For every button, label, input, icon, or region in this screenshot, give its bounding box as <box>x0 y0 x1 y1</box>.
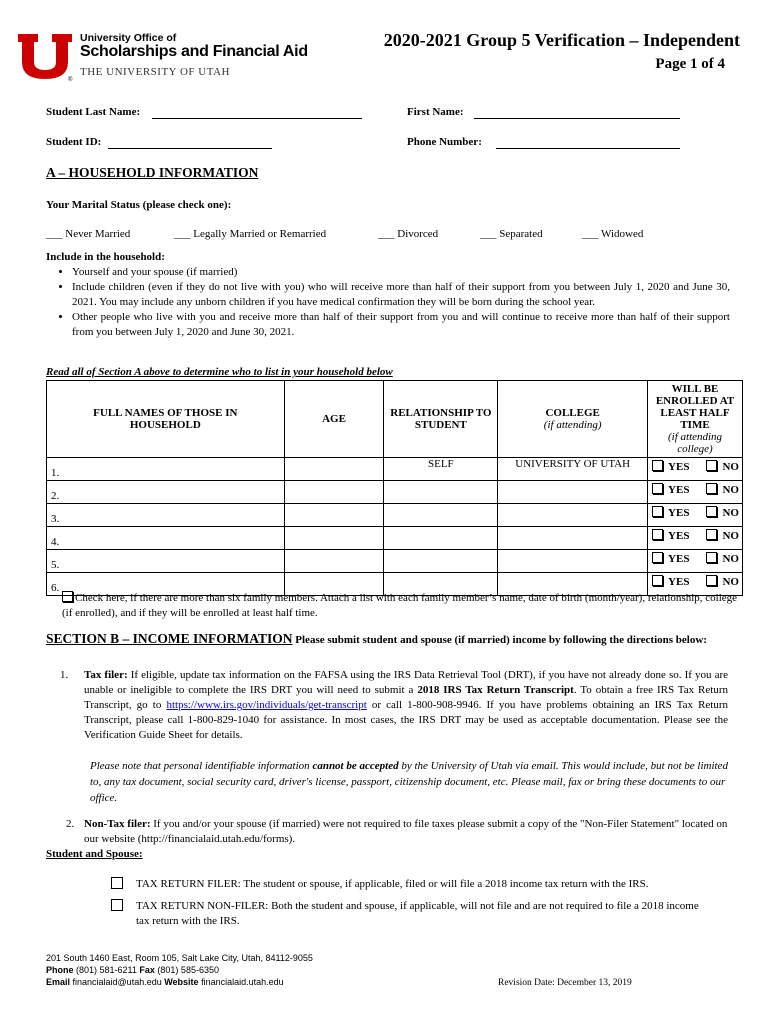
yes-label: YES <box>668 553 690 565</box>
col-header-names: FULL NAMES OF THOSE IN HOUSEHOLD <box>47 381 285 458</box>
item2-number: 2. <box>66 818 75 830</box>
row-number: 1. <box>51 467 60 479</box>
yes-label: YES <box>668 484 690 496</box>
item1-transcript: 2018 IRS Tax Return Transcript <box>417 684 574 696</box>
more-members-text: Check here, if there are more than six family members. Attach a list with each family member’s name, date of birth (month/year), relationship, college (if enrolled), and if they will be enrolled at least half time. <box>62 592 738 619</box>
relationship-cell[interactable] <box>384 550 498 573</box>
table-row <box>47 550 743 573</box>
yes-label: YES <box>668 507 690 519</box>
yes-option[interactable] <box>652 553 689 565</box>
item1-text-b: . To obtain a free IRS Tax Return Transcript, go to <box>84 684 728 711</box>
no-checkbox[interactable] <box>706 483 717 494</box>
footer-email-line <box>46 976 313 988</box>
section-b-intro: Please submit student and spouse (if married) income by following the directions below: <box>292 634 707 646</box>
yes-option[interactable] <box>652 530 689 542</box>
col-header-enrolled <box>648 381 743 458</box>
page-number: Page 1 of 4 <box>655 56 725 72</box>
no-option[interactable] <box>706 507 739 519</box>
no-label: NO <box>722 576 739 588</box>
row-number: 4. <box>51 536 60 548</box>
more-members-checkbox[interactable] <box>62 591 73 602</box>
enrolled-cell <box>648 458 743 481</box>
read-note: Read all of Section A above to determine who to list in your household below <box>46 366 393 378</box>
college-cell[interactable] <box>498 504 648 527</box>
college-cell[interactable] <box>498 550 648 573</box>
household-name-cell[interactable] <box>47 504 285 527</box>
footer-website-label: Website <box>164 977 199 987</box>
registered-mark: ® <box>68 77 73 83</box>
non-filer-checkbox[interactable] <box>111 899 123 911</box>
no-checkbox[interactable] <box>706 506 717 517</box>
item2-label: Non-Tax filer: <box>84 818 151 830</box>
phone-label: Phone Number: <box>407 136 482 148</box>
table-header-row <box>47 381 743 458</box>
table-row <box>47 458 743 481</box>
marital-status-prompt: Your Marital Status (please check one): <box>46 199 232 211</box>
yes-label: YES <box>668 461 690 473</box>
table-row <box>47 527 743 550</box>
no-checkbox[interactable] <box>706 575 717 586</box>
college-cell[interactable]: UNIVERSITY OF UTAH <box>498 458 648 481</box>
yes-label: YES <box>668 530 690 542</box>
include-bullet: • Other people who live with you and receive more than half of their support from you and will continue to receive more than half of their support from you between July 1, 2020 and June 30, 2021. <box>72 310 730 340</box>
yes-checkbox[interactable] <box>652 529 663 540</box>
footer-website[interactable]: financialaid.utah.edu <box>198 977 284 987</box>
yes-checkbox[interactable] <box>652 460 663 471</box>
phone-field[interactable] <box>496 148 680 149</box>
item2-text: If you and/or your spouse (if married) were not required to file taxes please submit a copy of the "Non-Filer Statement" located on our website (http://financialaid.utah.edu/forms). <box>84 818 728 845</box>
col-header-enrolled-label: WILL BE ENROLLED AT LEAST HALF TIME <box>655 383 735 431</box>
yes-checkbox[interactable] <box>652 483 663 494</box>
no-label: NO <box>722 507 739 519</box>
no-option[interactable] <box>706 484 739 496</box>
last-name-field[interactable] <box>152 118 362 119</box>
col-header-college-label: COLLEGE <box>545 407 600 419</box>
no-option[interactable] <box>706 553 739 565</box>
footer-email-label: Email <box>46 977 71 987</box>
item1-number: 1. <box>60 669 69 681</box>
col-header-age: AGE <box>284 381 384 458</box>
household-name-cell[interactable] <box>47 458 285 481</box>
footer-phone-line <box>46 964 313 976</box>
yes-checkbox[interactable] <box>652 552 663 563</box>
no-label: NO <box>722 530 739 542</box>
relationship-cell[interactable] <box>384 527 498 550</box>
yes-option[interactable] <box>652 507 689 519</box>
household-table <box>46 380 743 596</box>
tax-filer-text: TAX RETURN FILER: The student or spouse, if applicable, filed or will file a 2018 income tax return with the IRS. <box>136 878 649 890</box>
logo-office-line2: Scholarships and Financial Aid <box>80 43 308 60</box>
marital-option-divorced[interactable]: ___ Divorced <box>378 228 439 240</box>
yes-option[interactable] <box>652 576 689 588</box>
no-label: NO <box>722 553 739 565</box>
student-id-field[interactable] <box>108 148 272 149</box>
section-b-header <box>46 631 730 648</box>
table-row <box>47 504 743 527</box>
no-label: NO <box>722 461 739 473</box>
more-members-note <box>62 591 742 621</box>
college-cell[interactable] <box>498 481 648 504</box>
col-header-enrolled-sub: (if attending college) <box>667 431 723 455</box>
relationship-cell[interactable] <box>384 504 498 527</box>
include-heading: Include in the household: <box>46 251 165 263</box>
marital-option-widowed[interactable]: ___ Widowed <box>582 228 644 240</box>
include-bullet: • Yourself and your spouse (if married) <box>72 265 730 280</box>
section-b-title: SECTION B – INCOME INFORMATION <box>46 631 293 646</box>
relationship-cell[interactable] <box>384 481 498 504</box>
enrolled-cell <box>648 527 743 550</box>
college-cell[interactable] <box>498 527 648 550</box>
last-name-label: Student Last Name: <box>46 106 141 118</box>
footer-phone: (801) 581-6211 <box>73 965 140 975</box>
revision-date: Revision Date: December 13, 2019 <box>498 978 632 988</box>
item1-paragraph <box>84 668 728 743</box>
student-id-label: Student ID: <box>46 136 102 148</box>
form-title: 2020-2021 Group 5 Verification – Independent <box>383 30 740 50</box>
col-header-college <box>498 381 648 458</box>
col-header-college-sub: (if attending) <box>543 419 602 431</box>
age-cell[interactable] <box>284 527 384 550</box>
logo-office-line1: University Office of <box>80 32 177 44</box>
marital-option-never-married[interactable]: ___ Never Married <box>46 228 131 240</box>
section-a-title: A – HOUSEHOLD INFORMATION <box>46 165 259 180</box>
marital-option-married[interactable]: ___ Legally Married or Remarried <box>174 228 327 240</box>
item1-label: Tax filer: <box>84 669 128 681</box>
footer-contact <box>46 952 313 988</box>
row-number: 5. <box>51 559 60 571</box>
yes-checkbox[interactable] <box>652 506 663 517</box>
item1-text-a: If eligible, update tax information on the FAFSA using the IRS Data Retrieval Tool (DRT), if you have not already done so. If you are unable or ineligible to complete the IRS DRT you will need to submit a <box>84 669 728 696</box>
yes-checkbox[interactable] <box>652 575 663 586</box>
no-checkbox[interactable] <box>706 529 717 540</box>
col-header-relationship: RELATIONSHIP TO STUDENT <box>384 381 498 458</box>
footer-fax-label: Fax <box>139 965 155 975</box>
no-checkbox[interactable] <box>706 552 717 563</box>
no-option[interactable] <box>706 576 739 588</box>
household-name-cell[interactable] <box>47 527 285 550</box>
pii-text-b: by the University of Utah via email. This would include, but not be limited to, any tax document, social security card, driver's license, passport, citizenship document, etc. Please mail, fax or bring these documents to our office. <box>90 760 728 804</box>
logo-university: THE UNIVERSITY OF UTAH <box>80 66 230 78</box>
first-name-label: First Name: <box>407 106 464 118</box>
footer-fax: (801) 585-6350 <box>154 965 219 975</box>
first-name-field[interactable] <box>474 118 680 119</box>
include-list <box>46 265 730 340</box>
row-number: 2. <box>51 490 60 502</box>
tax-filer-checkbox[interactable] <box>111 877 123 889</box>
enrolled-cell <box>648 550 743 573</box>
age-cell[interactable] <box>284 458 384 481</box>
row-number: 6. <box>51 582 60 594</box>
relationship-cell[interactable]: SELF <box>384 458 498 481</box>
household-name-cell[interactable] <box>47 550 285 573</box>
item2-paragraph <box>84 817 728 847</box>
student-spouse-label: Student and Spouse: <box>46 848 143 860</box>
pii-text-a: Please note that personal identifiable information <box>90 760 313 772</box>
footer-phone-label: Phone <box>46 965 74 975</box>
age-cell[interactable] <box>284 481 384 504</box>
household-name-cell[interactable] <box>47 481 285 504</box>
row-number: 3. <box>51 513 60 525</box>
irs-transcript-link[interactable]: https://www.irs.gov/individuals/get-transcript <box>166 699 367 711</box>
no-option[interactable] <box>706 461 739 473</box>
table-row <box>47 481 743 504</box>
age-cell[interactable] <box>284 504 384 527</box>
footer-email[interactable]: financialaid@utah.edu <box>70 977 165 987</box>
marital-option-separated[interactable]: ___ Separated <box>480 228 543 240</box>
non-filer-text: TAX RETURN NON-FILER: Both the student and spouse, if applicable, will not file and are not required to file a 2018 income tax return with the IRS. <box>136 900 699 927</box>
pii-note <box>90 758 728 806</box>
yes-option[interactable] <box>652 461 689 473</box>
no-option[interactable] <box>706 530 739 542</box>
university-u-logo <box>16 32 74 80</box>
yes-option[interactable] <box>652 484 689 496</box>
enrolled-cell <box>648 481 743 504</box>
enrolled-cell <box>648 504 743 527</box>
no-label: NO <box>722 484 739 496</box>
item1-text-c: or call 1-800-908-9946. If you have problems obtaining an IRS Tax Return Transcript, please call 1-800-829-1040 for assistance. In most cases, the IRS DRT may be used as acceptable documentation. Please see the Verification Guide Sheet for details. <box>84 699 729 741</box>
footer-address: 201 South 1460 East, Room 105, Salt Lake City, Utah, 84112-9055 <box>46 953 313 963</box>
include-bullet: • Include children (even if they do not live with you) who will receive more than half of their support from you between July 1, 2020 and June 30, 2021. You may include any unborn children if you have medical confirmation they will be born during the school year. <box>72 280 730 310</box>
yes-label: YES <box>668 576 690 588</box>
age-cell[interactable] <box>284 550 384 573</box>
pii-bold: cannot be accepted <box>312 760 399 772</box>
no-checkbox[interactable] <box>706 460 717 471</box>
